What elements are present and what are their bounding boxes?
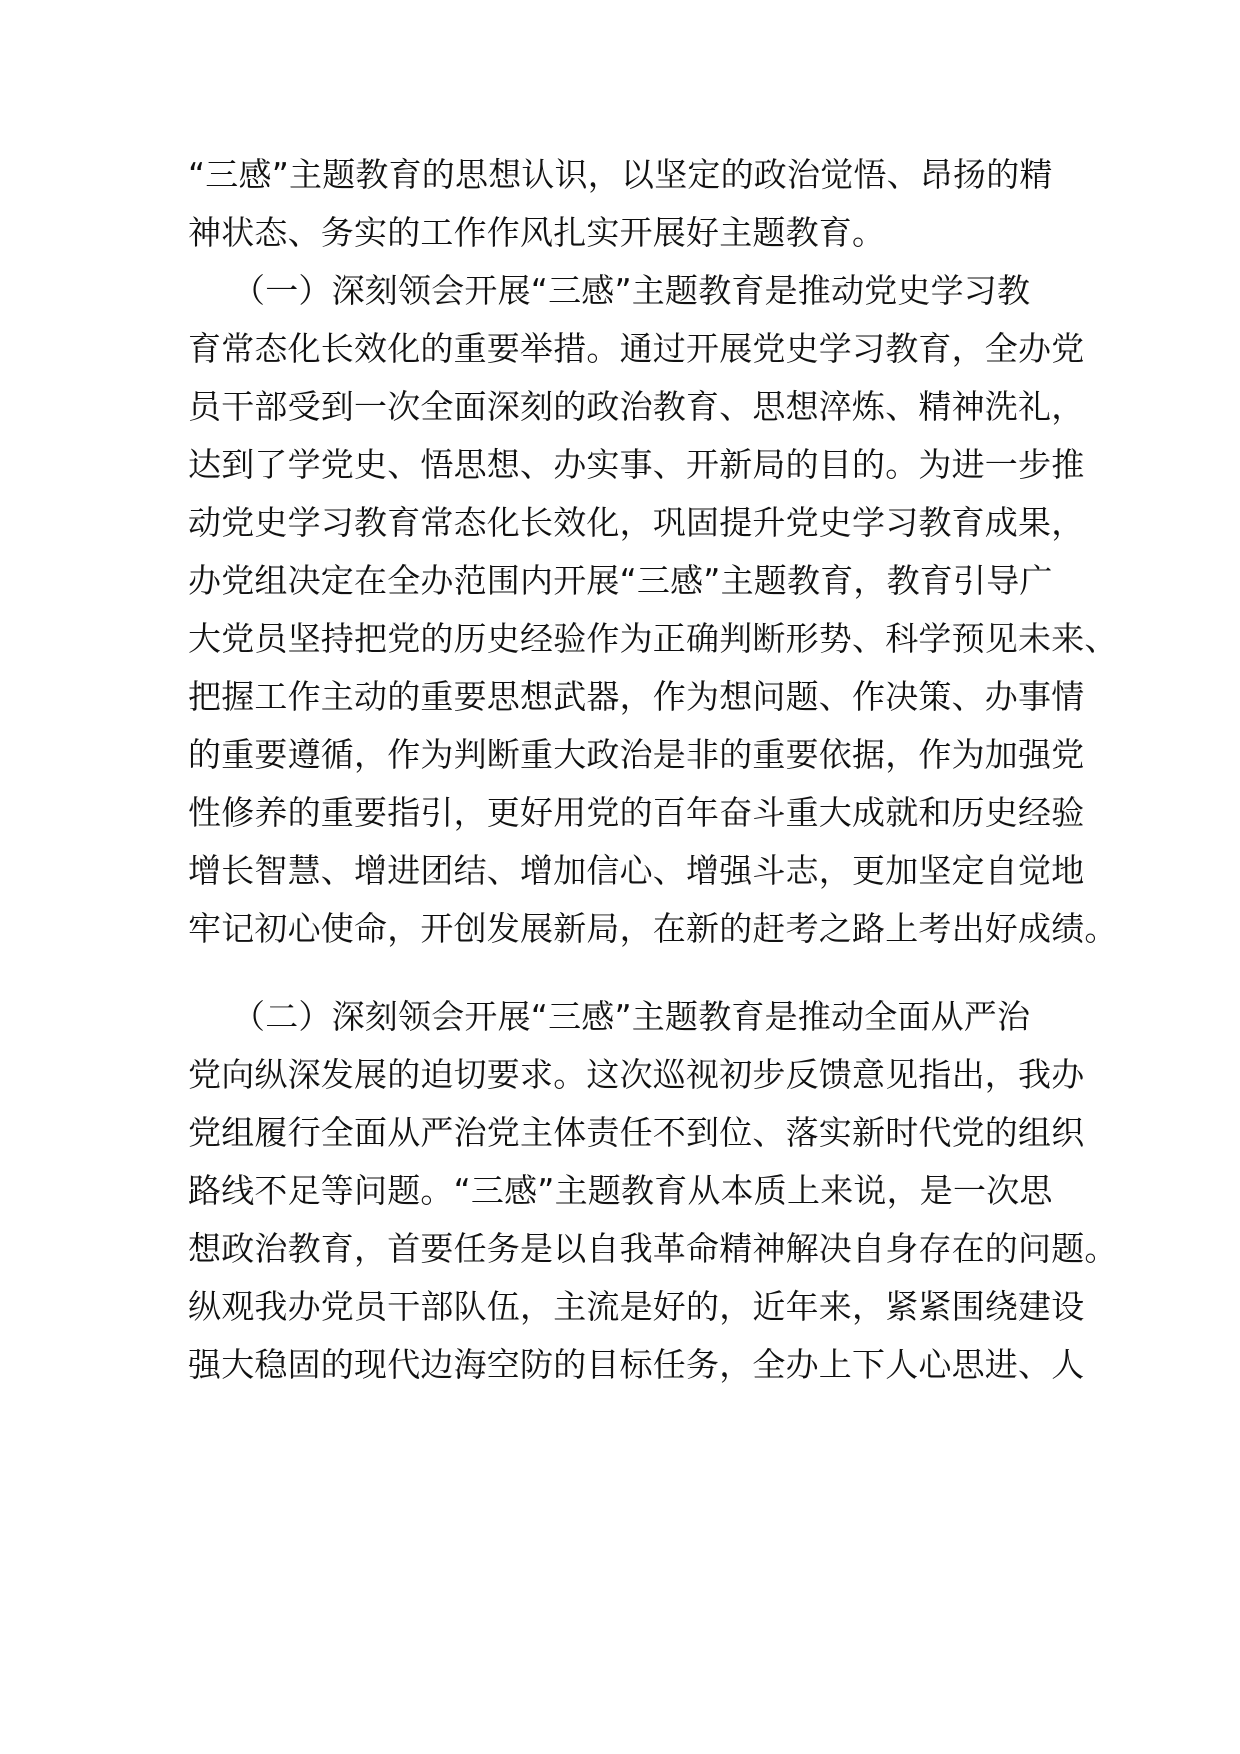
text-line: 动党史学习教育常态化长效化，巩固提升党史学习教育成果，	[188, 503, 1085, 542]
text-line: 大党员坚持把党的历史经验作为正确判断形势、科学预见未来、	[188, 619, 1118, 658]
text-line: 办党组决定在全办范围内开展“三感”主题教育，教育引导广	[188, 561, 1053, 600]
text-line: 党组履行全面从严治党主体责任不到位、落实新时代党的组织	[188, 1113, 1085, 1152]
text-line: 达到了学党史、悟思想、办实事、开新局的目的。为进一步推	[188, 445, 1085, 484]
text-line: 把握工作主动的重要思想武器，作为想问题、作决策、办事情	[188, 677, 1085, 716]
text-line: 想政治教育，首要任务是以自我革命精神解决自身存在的问题。	[188, 1229, 1118, 1268]
text-line: 神状态、务实的工作作风扎实开展好主题教育。	[188, 213, 886, 252]
text-line: 的重要遵循，作为判断重大政治是非的重要依据，作为加强党	[188, 735, 1085, 774]
paragraph-heading-1: （一）深刻领会开展“三感”主题教育是推动党史学习教	[232, 271, 1031, 310]
text-line: 强大稳固的现代边海空防的目标任务，全办上下人心思进、人	[188, 1345, 1085, 1384]
text-line: 增长智慧、增进团结、增加信心、增强斗志，更加坚定自觉地	[188, 851, 1085, 890]
text-line: 路线不足等问题。“三感”主题教育从本质上来说，是一次思	[188, 1171, 1053, 1210]
paragraph-heading-2: （二）深刻领会开展“三感”主题教育是推动全面从严治	[232, 997, 1031, 1036]
text-line: 党向纵深发展的迫切要求。这次巡视初步反馈意见指出，我办	[188, 1055, 1085, 1094]
text-line: “三感”主题教育的思想认识，以坚定的政治觉悟、昂扬的精	[188, 155, 1053, 194]
text-line: 育常态化长效化的重要举措。通过开展党史学习教育，全办党	[188, 329, 1085, 368]
text-line: 牢记初心使命，开创发展新局，在新的赶考之路上考出好成绩。	[188, 909, 1118, 948]
text-line: 纵观我办党员干部队伍，主流是好的，近年来，紧紧围绕建设	[188, 1287, 1085, 1326]
text-line: 员干部受到一次全面深刻的政治教育、思想淬炼、精神洗礼，	[188, 387, 1085, 426]
text-line: 性修养的重要指引，更好用党的百年奋斗重大成就和历史经验	[188, 793, 1085, 832]
